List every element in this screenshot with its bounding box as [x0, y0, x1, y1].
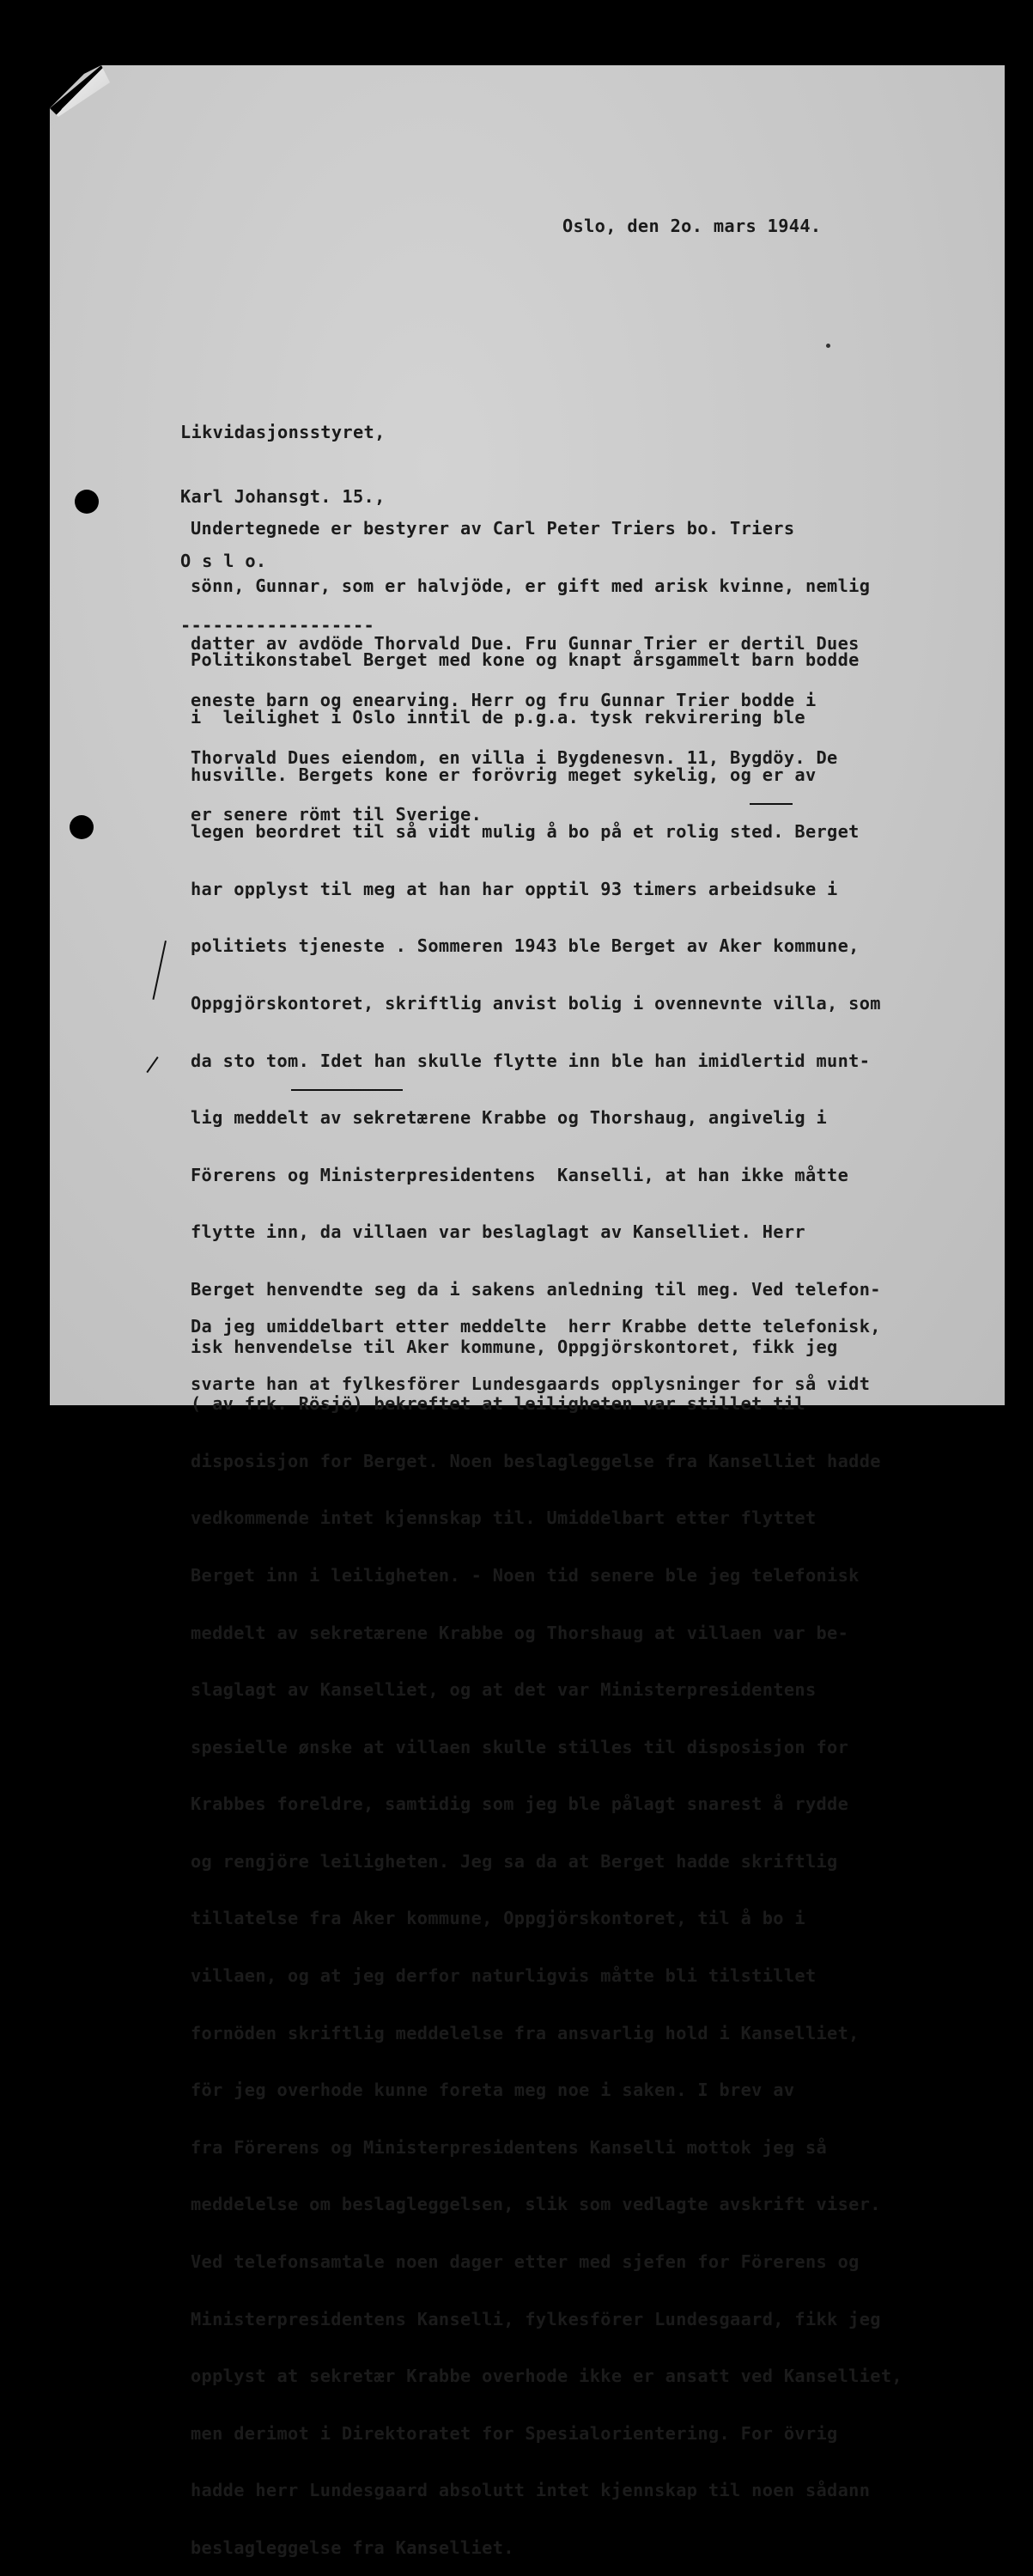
text-line: slaglagt av Kanselliet, og at det var Ministerpresidentens	[191, 1679, 817, 1701]
text-line: Ministerpresidentens Kanselli, fylkesförer Lundesgaard, fikk jeg	[191, 2308, 881, 2329]
text-line: Undertegnede er bestyrer av Carl Peter Triers bo. Triers	[191, 518, 795, 539]
text-line: Berget inn i leiligheten. - Noen tid senere ble jeg telefonisk	[191, 1564, 860, 1586]
text-line: meddelelse om beslagleggelsen, slik som vedlagte avskrift viser.	[191, 2194, 881, 2215]
text-line: meddelt av sekretærene Krabbe og Thorshaug at villaen var be-	[191, 1622, 849, 1643]
text-line: og rengjöre leiligheten. Jeg sa da at Berget hadde skriftlig	[191, 1850, 838, 1872]
text-line: ( av frk. Rösjö) bekreftet at leiligheten var stillet til	[191, 1393, 805, 1415]
text-line: Politikonstabel Berget med kone og knapt årsgammelt barn bodde	[191, 649, 860, 671]
text-line: da sto tom. Idet han skulle flytte inn ble han imidlertid munt-	[191, 1050, 871, 1071]
address-line: Karl Johansgt. 15.,	[180, 486, 386, 507]
text-line: er senere römt til Sverige.	[191, 804, 483, 825]
address-line: Likvidasjonsstyret,	[180, 422, 386, 442]
text-line: fra Förerens og Ministerpresidentens Kanselli mottok jeg så	[191, 2136, 828, 2158]
text-line: Thorvald Dues eiendom, en villa i Bygdenesvn. 11, Bygdöy. De	[191, 746, 838, 768]
text-line: flytte inn, da villaen var beslaglagt av Kanselliet. Herr	[191, 1221, 805, 1243]
text-line: i leilighet i Oslo inntil de p.g.a. tysk rekvirering ble	[191, 707, 805, 728]
address-line: O s l o.	[180, 551, 267, 571]
text-line: sönn, Gunnar, som er halvjöde, er gift med arisk kvinne, nemlig	[191, 575, 871, 596]
text-line: vedkommende intet kjennskap til. Umiddelbart etter flyttet	[191, 1507, 817, 1529]
text-line: Krabbes foreldre, samtidig som jeg ble pålagt snarest å rydde	[191, 1793, 849, 1815]
text-line: datter av avdöde Thorvald Due. Fru Gunnar Trier er dertil Dues	[191, 632, 860, 654]
ink-speck	[826, 344, 830, 348]
text-line: Berget henvendte seg da i sakens anledning til meg. Ved telefon-	[191, 1278, 881, 1300]
text-line: hadde herr Lundesgaard absolutt intet kjennskap til noen sådann	[191, 2480, 871, 2501]
text-line: villaen, og at jeg derfor naturligvis måtte bli tilstillet	[191, 1965, 817, 1987]
text-line: husville. Bergets kone er forövrig meget sykelig, og er av	[191, 764, 817, 785]
text-line: för jeg overhode kunne foreta meg noe i saken. I brev av	[191, 2080, 795, 2101]
letter-date: Oslo, den 2o. mars 1944.	[562, 216, 822, 236]
text-line: lig meddelt av sekretærene Krabbe og Thorshaug, angivelig i	[191, 1107, 828, 1129]
text-line: legen beordret til så vidt mulig å bo på et rolig sted. Berget	[191, 821, 860, 843]
underline-ikke	[750, 803, 793, 805]
text-line: svarte han at fylkesförer Lundesgaards opplysninger for så vidt	[191, 1373, 871, 1394]
text-line: spesielle ønske at villaen skulle stilles til disposisjon for	[191, 1736, 849, 1757]
text-line: tillatelse fra Aker kommune, Oppgjörskontoret, til å bo i	[191, 1908, 805, 1929]
punch-hole-bottom	[70, 815, 94, 839]
text-line: isk henvendelse til Aker kommune, Oppgjörskontoret, fikk jeg	[191, 1336, 838, 1357]
text-line: Oppgjörskontoret, skriftlig anvist bolig i ovennevnte villa, som	[191, 992, 881, 1014]
text-line: eneste barn og enearving. Herr og fru Gunnar Trier bodde i	[191, 690, 817, 711]
address-underline: ------------------	[180, 615, 375, 636]
paragraph-3	[191, 1279, 881, 1412]
text-line: Da jeg umiddelbart etter meddelte herr Krabbe dette telefonisk,	[191, 1316, 881, 1337]
text-line: beslagleggelse fra Kanselliet.	[191, 2537, 514, 2558]
text-line: Förerens og Ministerpresidentens Kanselli, at han ikke måtte	[191, 1164, 849, 1185]
text-line: disposisjon for Berget. Noen beslagleggelse fra Kanselliet hadde	[191, 1450, 881, 1471]
text-line: fornöden skriftlig meddelelse fra ansvarlig hold i Kanselliet,	[191, 2022, 860, 2043]
text-line: har opplyst til meg at han har opptil 93 timers arbeidsuke i	[191, 878, 838, 899]
text-line: Ved telefonsamtale noen dager etter med sjefen for Förerens og	[191, 2251, 860, 2273]
text-line: politiets tjeneste . Sommeren 1943 ble Berget av Aker kommune,	[191, 935, 860, 957]
text-line: men derimot i Direktoratet for Spesialorientering. For övrig	[191, 2422, 838, 2444]
paragraph-2	[191, 612, 902, 2576]
text-line: opplyst at sekretær Krabbe overhode ikke er ansatt ved Kanselliet,	[191, 2366, 902, 2387]
underline-skriftlig	[291, 1089, 403, 1091]
punch-hole-top	[75, 490, 99, 514]
